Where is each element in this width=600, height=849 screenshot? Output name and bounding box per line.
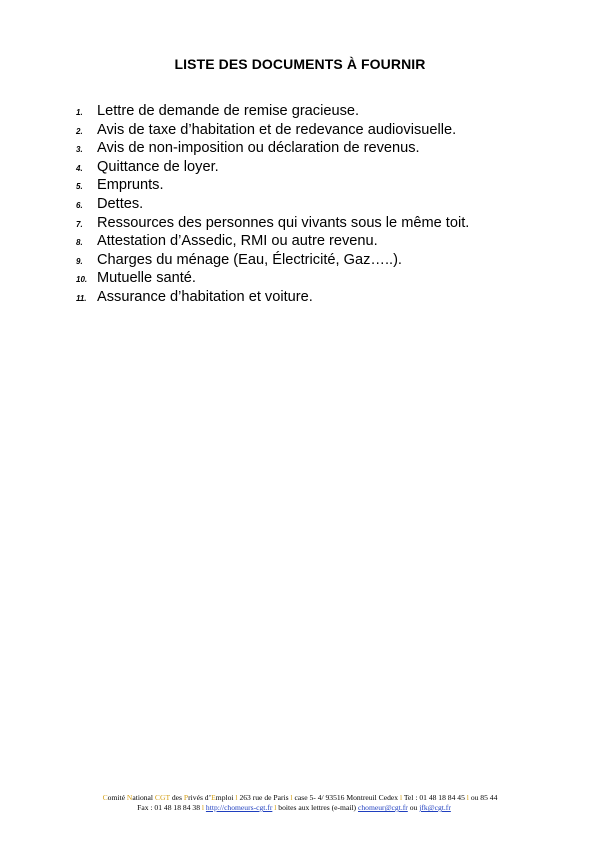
- footer: [0, 793, 600, 813]
- footer-tel: Tel : 01 48 18 84 45: [403, 793, 465, 802]
- list-item: [76, 195, 469, 214]
- footer-word: ou: [407, 803, 420, 812]
- footer-address: 263 rue de Paris: [239, 793, 289, 802]
- footer-address-line: [0, 793, 600, 803]
- footer-initial: P: [183, 793, 189, 802]
- list-item: [76, 158, 469, 177]
- item-text: Charges du ménage (Eau, Électricité, Gaz…..).: [97, 251, 402, 268]
- documents-list: [76, 102, 469, 307]
- list-item: [76, 232, 469, 251]
- footer-separator: l: [464, 793, 471, 802]
- item-text: Avis de non-imposition ou déclaration de revenus.: [97, 140, 420, 157]
- item-number: 8.: [76, 238, 83, 248]
- list-item: [76, 139, 469, 158]
- list-item: [76, 102, 469, 121]
- item-number: 9.: [76, 256, 83, 266]
- item-text: Dettes.: [97, 195, 144, 212]
- footer-cgt: CGT: [154, 793, 170, 802]
- item-text: Ressources des personnes qui vivants sous le même toit.: [97, 214, 470, 231]
- list-item: [76, 269, 469, 288]
- footer-word: des: [169, 793, 184, 802]
- item-text: Avis de taxe d’habitation et de redevance audiovisuelle.: [97, 121, 457, 138]
- item-number: 4.: [76, 163, 83, 173]
- footer-word: ational: [132, 793, 155, 802]
- item-text: Mutuelle santé.: [97, 270, 196, 287]
- footer-mail-label: boites aux lettres (e-mail): [278, 803, 357, 812]
- footer-word: rivés d’: [188, 793, 212, 802]
- item-text: Attestation d’Assedic, RMI ou autre revenu.: [97, 233, 378, 250]
- item-number: 2.: [76, 126, 83, 136]
- item-text: Assurance d’habitation et voiture.: [97, 288, 313, 305]
- footer-separator: l: [233, 793, 240, 802]
- footer-contact-line: [0, 803, 600, 813]
- footer-initial: E: [211, 793, 216, 802]
- item-number: 1.: [76, 108, 83, 117]
- footer-fax: Fax : 01 48 18 84 38: [137, 803, 200, 812]
- item-number: 6.: [76, 200, 83, 210]
- list-item: [76, 288, 469, 307]
- item-number: 3.: [76, 145, 83, 155]
- footer-word: mploi: [215, 793, 234, 802]
- item-text: Lettre de demande de remise gracieuse.: [97, 103, 360, 119]
- list-item: [76, 251, 469, 270]
- footer-separator: l: [288, 793, 295, 802]
- footer-word: omité: [107, 793, 127, 802]
- list-item: [76, 176, 469, 195]
- footer-initial: C: [102, 793, 108, 802]
- footer-separator: l: [272, 803, 279, 812]
- item-number: 11.: [76, 293, 87, 303]
- item-number: 10.: [76, 275, 88, 285]
- document-title: LISTE DES DOCUMENTS À FOURNIR: [174, 56, 426, 72]
- footer-case: case 5- 4/ 93516 Montreuil Cedex: [294, 793, 399, 802]
- footer-separator: l: [200, 803, 206, 812]
- footer-tel-alt: ou 85 44: [470, 793, 498, 802]
- item-number: 5.: [76, 182, 83, 192]
- footer-website-link[interactable]: http://chomeurs-cgt.fr: [205, 803, 273, 812]
- item-text: Quittance de loyer.: [97, 158, 219, 175]
- footer-email-link[interactable]: chomeur@cgt.fr: [358, 803, 408, 812]
- list-item: [76, 121, 469, 140]
- footer-email-link-2[interactable]: jfk@cgt.fr: [419, 803, 451, 812]
- list-item: [76, 214, 469, 233]
- footer-initial: N: [126, 793, 133, 802]
- item-text: Emprunts.: [97, 177, 164, 194]
- footer-separator: l: [398, 793, 404, 802]
- item-number: 7.: [76, 219, 83, 229]
